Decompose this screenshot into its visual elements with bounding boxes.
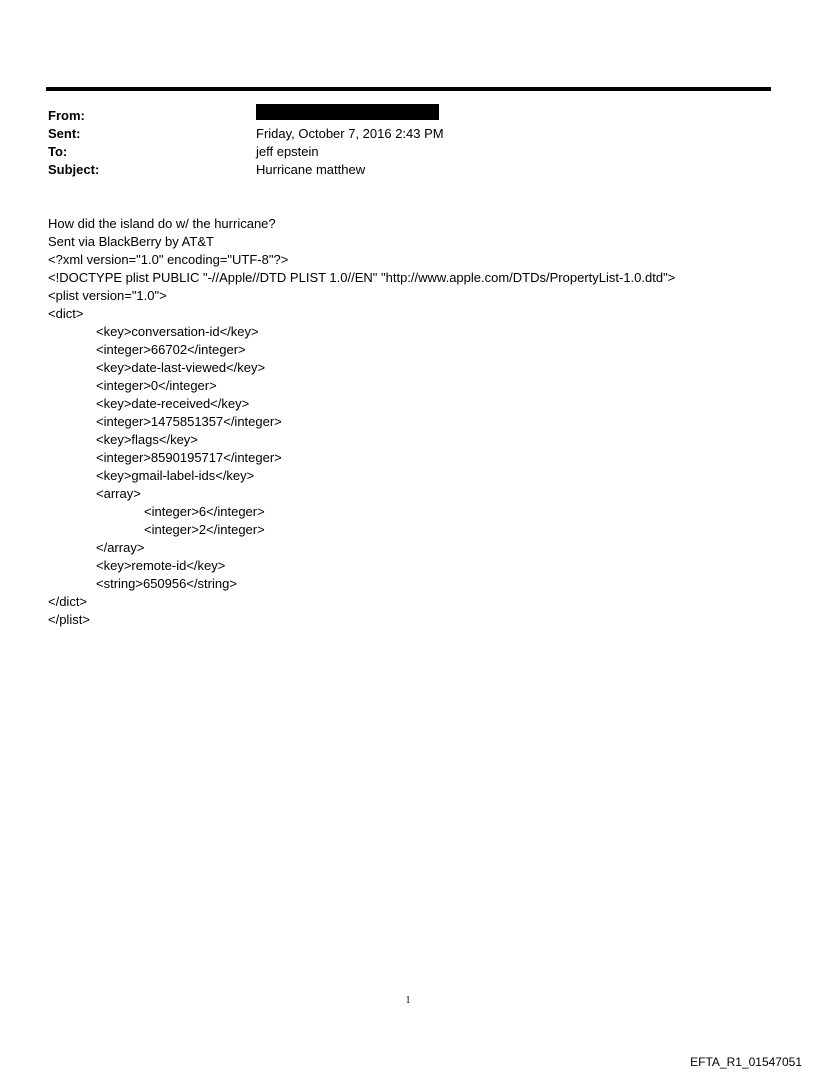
dict-line: <integer>0</integer> xyxy=(96,378,217,393)
sent-row xyxy=(48,125,748,143)
dict-line: <key>conversation-id</key> xyxy=(96,324,259,339)
signature-line: Sent via BlackBerry by AT&T xyxy=(48,234,214,249)
dict-line: <integer>8590195717</integer> xyxy=(96,450,282,465)
dict-line: <key>date-received</key> xyxy=(96,396,250,411)
dict-line: <key>date-last-viewed</key> xyxy=(96,360,266,375)
dict-line: <key>remote-id</key> xyxy=(96,558,226,573)
dict-line: <key>gmail-label-ids</key> xyxy=(96,468,255,483)
plist-close-line: </plist> xyxy=(48,612,90,627)
dict-open-line: <dict> xyxy=(48,306,84,321)
sent-value: Friday, October 7, 2016 2:43 PM xyxy=(256,126,444,141)
array-open-line: <array> xyxy=(96,486,141,501)
array-item-line: <integer>2</integer> xyxy=(144,522,265,537)
array-close-line: </array> xyxy=(96,540,145,555)
to-label: To: xyxy=(48,144,68,159)
array-item-line: <integer>6</integer> xyxy=(144,504,265,519)
plist-open-line: <plist version="1.0"> xyxy=(48,288,167,303)
sent-label: Sent: xyxy=(48,126,81,141)
dict-line: <key>flags</key> xyxy=(96,432,198,447)
email-header xyxy=(48,107,748,179)
to-row xyxy=(48,143,748,161)
to-value: jeff epstein xyxy=(256,144,319,159)
dict-line: <string>650956</string> xyxy=(96,576,237,591)
from-label: From: xyxy=(48,108,85,123)
document-id: EFTA_R1_01547051 xyxy=(690,1055,802,1069)
subject-label: Subject: xyxy=(48,162,100,177)
dict-line: <integer>66702</integer> xyxy=(96,342,246,357)
redaction-block xyxy=(256,104,439,120)
dict-line: <integer>1475851357</integer> xyxy=(96,414,282,429)
header-divider xyxy=(46,87,771,91)
from-value xyxy=(256,107,439,125)
doctype-line: <!DOCTYPE plist PUBLIC "-//Apple//DTD PLIST 1.0//EN" "http://www.apple.com/DTDs/PropertyList-1.0.dtd"> xyxy=(48,270,676,285)
subject-value: Hurricane matthew xyxy=(256,162,366,177)
subject-row xyxy=(48,161,748,179)
dict-close-line: </dict> xyxy=(48,594,88,609)
message-line: How did the island do w/ the hurricane? xyxy=(48,216,276,231)
xml-declaration-line: <?xml version="1.0" encoding="UTF-8"?> xyxy=(48,252,289,267)
email-body xyxy=(48,215,788,629)
from-row xyxy=(48,107,748,125)
page-number: 1 xyxy=(405,995,411,1006)
